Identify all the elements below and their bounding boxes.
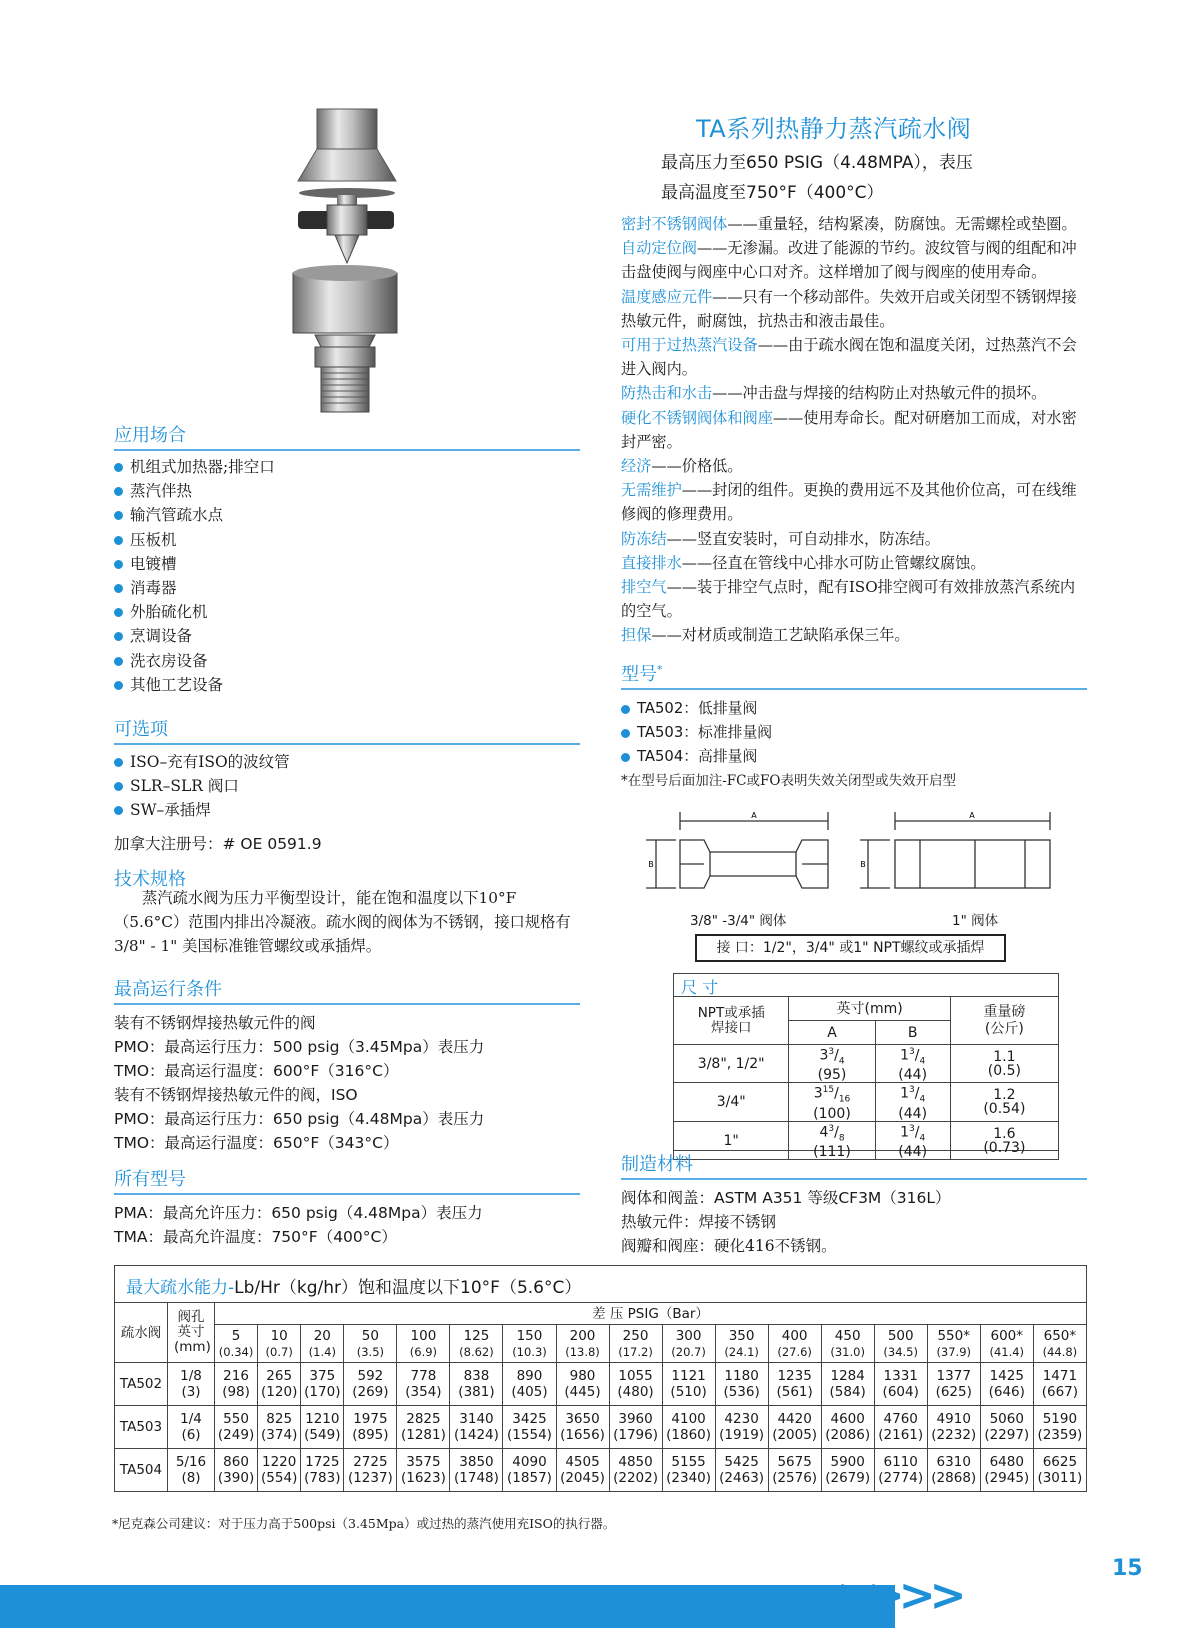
cap-cell: 2725 (1237) [344, 1449, 397, 1492]
feature-text: ——径直在管线中心排水可防止管螺纹腐蚀。 [681, 553, 986, 572]
material-line: 阀体和阀盖：ASTM A351 等级CF3M（316L） [621, 1189, 951, 1207]
footnote: *尼克森公司建议：对于压力高于500psi（3.45Mpa）或过热的蒸汽使用充ISO的执行器。 [112, 1516, 616, 1531]
condition-line: 装有不锈钢焊接热敏元件的阀 [114, 1014, 316, 1032]
cap-cell: 3960 (1796) [609, 1406, 662, 1449]
tech-spec-title: 技术规格 [114, 869, 186, 890]
options-list [112, 750, 290, 823]
cap-cell: 1284 (584) [821, 1363, 874, 1406]
cap-cell: 550 (249) [215, 1406, 258, 1449]
cap-cell: 4505 (2045) [556, 1449, 609, 1492]
cap-model: TA504 [115, 1449, 168, 1492]
dims-conn: 3/8", 1/2" [674, 1045, 789, 1083]
pressure-col-header: 125 (8.62) [450, 1325, 503, 1363]
feature-term: 经济 [621, 457, 652, 476]
feature-item [621, 575, 1081, 623]
cap-cell: 838 (381) [450, 1363, 503, 1406]
feature-item [621, 623, 1081, 647]
tech-spec-text: 蒸汽疏水阀为压力平衡型设计，能在饱和温度以下10°F（5.6°C）范围内排出冷凝液。疏水阀的阀体为不锈钢，接口规格有3/8" - 1" 美国标准锥管螺纹或承插焊。 [114, 889, 571, 955]
cap-cell: 375 (170) [301, 1363, 344, 1406]
feature-text: ——价格低。 [651, 457, 743, 476]
models-title-mark: * [657, 663, 663, 676]
feature-term: 防热击和水击 [621, 384, 713, 403]
cap-cell: 4910 (2232) [927, 1406, 980, 1449]
max-conditions-title: 最高运行条件 [114, 975, 580, 1005]
cap-cell: 1055 (480) [609, 1363, 662, 1406]
footer-arrows: >>>> [837, 1570, 961, 1621]
condition-line: TMO：最高运行温度：600°F（316°C） [114, 1062, 399, 1080]
all-models-title: 所有型号 [114, 1165, 580, 1195]
cap-orifice: 1/4 (6) [168, 1406, 215, 1449]
feature-item [621, 454, 1081, 478]
feature-text: ——装于排空气点时，配有ISO排空阀可有效排放蒸汽系统内的空气。 [621, 578, 1076, 621]
list-item: 输汽管疏水点 [112, 503, 275, 527]
cap-cell: 890 (405) [503, 1363, 556, 1406]
dims-a: $3^3/_4$ (95) [789, 1045, 875, 1083]
applications-list [112, 455, 275, 697]
dims-header-b: B [875, 1021, 950, 1045]
dim-a-right: A [969, 811, 975, 820]
pressure-col-header: 500 (34.5) [874, 1325, 927, 1363]
cap-header-orifice: 阀孔英寸(mm) [168, 1303, 215, 1363]
trap-product-photo [290, 105, 420, 417]
dims-header-connection: NPT或承插焊接口 [674, 997, 789, 1045]
list-item: 机组式加热器;排空口 [112, 455, 275, 479]
cap-cell: 1471 (667) [1033, 1363, 1086, 1406]
max-temperature-line: 最高温度至750°F（400°C） [661, 183, 884, 203]
list-item: TA502：低排量阀 [619, 697, 772, 721]
cap-model: TA502 [115, 1363, 168, 1406]
cap-cell: 1220 (554) [258, 1449, 301, 1492]
dims-b: $1^3/_4$ (44) [875, 1121, 950, 1159]
feature-item [621, 406, 1081, 454]
feature-term: 直接排水 [621, 553, 682, 572]
material-line: 热敏元件：焊接不锈钢 [621, 1213, 777, 1231]
list-item: 电镀槽 [112, 552, 275, 576]
cap-cell: 860 (390) [215, 1449, 258, 1492]
pressure-col-header: 600* (41.4) [980, 1325, 1033, 1363]
cap-cell: 1210 (549) [301, 1406, 344, 1449]
materials-title: 制造材料 [621, 1150, 1087, 1180]
cap-cell: 1725 (783) [301, 1449, 344, 1492]
feature-term: 自动定位阀 [621, 239, 697, 258]
pressure-col-header: 150 (10.3) [503, 1325, 556, 1363]
condition-line: PMO：最高运行压力：650 psig（4.48Mpa）表压力 [114, 1110, 485, 1128]
dimension-drawing [640, 810, 1060, 902]
pressure-col-header: 550* (37.9) [927, 1325, 980, 1363]
cap-orifice: 5/16 (8) [168, 1449, 215, 1492]
feature-text: ——无渗漏。改进了能源的节约。波纹管与阀的组配和冲击盘使阀与阀座中心口对齐。这样增加了阀与阀座的使用寿命。 [621, 239, 1077, 282]
feature-text: ——对材质或制造工艺缺陷承保三年。 [651, 626, 910, 645]
feature-item [621, 478, 1081, 526]
models-title [621, 660, 1087, 690]
table-row [115, 1406, 1087, 1449]
cap-cell: 6110 (2774) [874, 1449, 927, 1492]
cap-cell: 825 (374) [258, 1406, 301, 1449]
cap-cell: 1331 (604) [874, 1363, 927, 1406]
list-item: SW–承插焊 [112, 798, 290, 822]
list-item: SLR–SLR 阀口 [112, 774, 290, 798]
cap-cell: 1121 (510) [662, 1363, 715, 1406]
cap-cell: 980 (445) [556, 1363, 609, 1406]
tma-line: TMA：最高允许温度：750°F（400°C） [114, 1228, 397, 1246]
dims-a: $4^3/_8$ (111) [789, 1121, 875, 1159]
connection-box: 接 口：1/2"，3/4" 或1" NPT螺纹或承插焊 [695, 934, 1006, 962]
cap-header-valve: 疏水阀 [115, 1303, 168, 1363]
capacity-title: 最大疏水能力-Lb/Hr（kg/hr）饱和温度以下10°F（5.6°C） [126, 1278, 582, 1298]
cap-cell: 4850 (2202) [609, 1449, 662, 1492]
cap-cell: 3650 (1656) [556, 1406, 609, 1449]
cap-cell: 1377 (625) [927, 1363, 980, 1406]
pressure-col-header: 400 (27.6) [768, 1325, 821, 1363]
cap-orifice: 1/8 (3) [168, 1363, 215, 1406]
feature-term: 排空气 [621, 578, 667, 597]
cap-cell: 6310 (2868) [927, 1449, 980, 1492]
pressure-col-header: 450 (31.0) [821, 1325, 874, 1363]
pressure-col-header: 100 (6.9) [397, 1325, 450, 1363]
cap-model: TA503 [115, 1406, 168, 1449]
cap-header-pressure: 差 压 PSIG（Bar） [215, 1303, 1087, 1325]
footer-bar [0, 1585, 895, 1628]
dims-b: $1^3/_4$ (44) [875, 1083, 950, 1121]
list-item: TA503：标准排量阀 [619, 721, 772, 745]
list-item: TA504：高排量阀 [619, 745, 772, 769]
dims-b: $1^3/_4$ (44) [875, 1045, 950, 1083]
feature-text: ——封闭的组件。更换的费用远不及其他价位高，可在线维修阀的修理费用。 [621, 481, 1077, 524]
pressure-col-header: 50 (3.5) [344, 1325, 397, 1363]
page-title: TA系列热静力蒸汽疏水阀 [696, 115, 972, 143]
dims-conn: 3/4" [674, 1083, 789, 1121]
pressure-col-header: 350 (24.1) [715, 1325, 768, 1363]
table-row [115, 1449, 1087, 1492]
dim-b-right: B [860, 860, 866, 869]
pressure-col-header: 200 (13.8) [556, 1325, 609, 1363]
dim-a-left: A [751, 811, 757, 820]
cap-cell: 1425 (646) [980, 1363, 1033, 1406]
pressure-col-header: 5 (0.34) [215, 1325, 258, 1363]
cap-cell: 3425 (1554) [503, 1406, 556, 1449]
pressure-col-header: 250 (17.2) [609, 1325, 662, 1363]
models-title-text: 型号 [621, 664, 657, 685]
list-item: 外胎硫化机 [112, 600, 275, 624]
cap-cell: 3850 (1748) [450, 1449, 503, 1492]
cap-cell: 4230 (1919) [715, 1406, 768, 1449]
capacity-table [114, 1302, 1087, 1492]
feature-item [621, 551, 1081, 575]
pma-line: PMA：最高允许压力：650 psig（4.48Mpa）表压力 [114, 1204, 483, 1222]
cap-cell: 4090 (1857) [503, 1449, 556, 1492]
list-item: 消毒器 [112, 576, 275, 600]
condition-line: PMO：最高运行压力：500 psig（3.45Mpa）表压力 [114, 1038, 485, 1056]
feature-item [621, 212, 1081, 236]
list-item: 烹调设备 [112, 624, 275, 648]
dims-weight: 1.1 (0.5) [950, 1045, 1058, 1083]
dims-header-weight: 重量磅(公斤) [950, 997, 1058, 1045]
cap-cell: 3140 (1424) [450, 1406, 503, 1449]
max-pressure-line: 最高压力至650 PSIG（4.48MPA），表压 [661, 153, 973, 173]
models-note: *在型号后面加注-FC或FO表明失效关闭型或失效开启型 [621, 773, 956, 789]
cap-cell: 6480 (2945) [980, 1449, 1033, 1492]
cap-cell: 5425 (2463) [715, 1449, 768, 1492]
list-item: 压板机 [112, 528, 275, 552]
dimensions-table [673, 996, 1059, 1160]
cap-cell: 6625 (3011) [1033, 1449, 1086, 1492]
options-title: 可选项 [114, 715, 580, 745]
dimensions-title: 尺 寸 [681, 978, 719, 997]
feature-term: 硬化不锈钢阀体和阀座 [621, 408, 773, 427]
feature-item [621, 236, 1081, 284]
cap-cell: 5155 (2340) [662, 1449, 715, 1492]
feature-term: 无需维护 [621, 481, 682, 500]
dims-header-a: A [789, 1021, 875, 1045]
feature-text: ——只有一个移动部件。失效开启或关闭型不锈钢焊接热敏元件，耐腐蚀，抗热击和液击最佳。 [621, 287, 1077, 330]
table-row [115, 1363, 1087, 1406]
cap-cell: 4100 (1860) [662, 1406, 715, 1449]
feature-term: 防冻结 [621, 529, 667, 548]
left-body-caption: 3/8" -3/4" 阀体 [690, 913, 787, 929]
dims-header-inch: 英寸(mm) [789, 997, 950, 1021]
list-item: 其他工艺设备 [112, 673, 275, 697]
dims-a: $3^{15}/_{16}$ (100) [789, 1083, 875, 1121]
table-row [674, 1045, 1059, 1083]
feature-text: ——使用寿命长。配对研磨加工而成，对水密封严密。 [621, 408, 1077, 451]
feature-list [621, 212, 1081, 648]
cap-cell: 265 (120) [258, 1363, 301, 1406]
feature-text: ——冲击盘与焊接的结构防止对热敏元件的损坏。 [712, 384, 1047, 403]
models-list [619, 697, 772, 770]
cap-cell: 5190 (2359) [1033, 1406, 1086, 1449]
feature-item [621, 285, 1081, 333]
feature-text: ——重量轻，结构紧凑，防腐蚀。无需螺栓或垫圈。 [727, 215, 1077, 233]
registration-number: 加拿大注册号：# OE 0591.9 [114, 835, 322, 853]
list-item: ISO–充有ISO的波纹管 [112, 750, 290, 774]
list-item: 蒸汽伴热 [112, 479, 275, 503]
cap-cell: 4420 (2005) [768, 1406, 821, 1449]
condition-line: TMO：最高运行温度：650°F（343°C） [114, 1134, 399, 1152]
pressure-col-header: 650* (44.8) [1033, 1325, 1086, 1363]
cap-cell: 5900 (2679) [821, 1449, 874, 1492]
cap-cell: 5675 (2576) [768, 1449, 821, 1492]
feature-term: 密封不锈钢阀体 [621, 215, 728, 233]
table-row [674, 1083, 1059, 1121]
applications-title: 应用场合 [114, 421, 580, 451]
feature-text: ——竖直安装时，可自动排水，防冻结。 [666, 529, 940, 548]
cap-cell: 1975 (895) [344, 1406, 397, 1449]
pressure-col-header: 20 (1.4) [301, 1325, 344, 1363]
dims-conn: 1" [674, 1121, 789, 1159]
dims-weight: 1.6 (0.73) [950, 1121, 1058, 1159]
feature-term: 担保 [621, 626, 652, 645]
cap-cell: 216 (98) [215, 1363, 258, 1406]
list-item: 洗衣房设备 [112, 649, 275, 673]
condition-line: 装有不锈钢焊接热敏元件的阀，ISO [114, 1086, 358, 1104]
cap-cell: 1235 (561) [768, 1363, 821, 1406]
page-number: 15 [1112, 1556, 1143, 1581]
pressure-col-header: 10 (0.7) [258, 1325, 301, 1363]
feature-term: 可用于过热蒸汽设备 [621, 336, 758, 355]
material-line: 阀瓣和阀座：硬化416不锈钢。 [621, 1237, 837, 1255]
cap-cell: 4760 (2161) [874, 1406, 927, 1449]
cap-cell: 778 (354) [397, 1363, 450, 1406]
right-body-caption: 1" 阀体 [952, 913, 999, 929]
dims-weight: 1.2 (0.54) [950, 1083, 1058, 1121]
cap-cell: 592 (269) [344, 1363, 397, 1406]
cap-cell: 2825 (1281) [397, 1406, 450, 1449]
cap-cell: 1180 (536) [715, 1363, 768, 1406]
dim-b-left: B [648, 860, 654, 869]
pressure-col-header: 300 (20.7) [662, 1325, 715, 1363]
feature-item [621, 333, 1081, 381]
feature-item [621, 527, 1081, 551]
feature-term: 温度感应元件 [621, 287, 713, 306]
cap-cell: 3575 (1623) [397, 1449, 450, 1492]
cap-cell: 5060 (2297) [980, 1406, 1033, 1449]
feature-item [621, 381, 1081, 405]
feature-text: ——由于疏水阀在饱和温度关闭，过热蒸汽不会进入阀内。 [621, 336, 1077, 379]
cap-cell: 4600 (2086) [821, 1406, 874, 1449]
